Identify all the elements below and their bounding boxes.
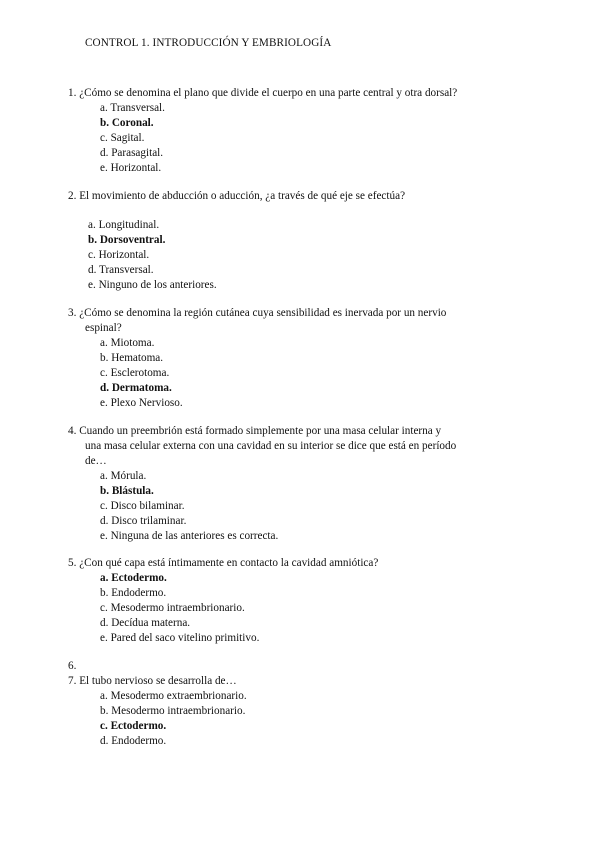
option-letter: a. <box>88 219 96 231</box>
question-line-1: El movimiento de abducción o aducción, ¿a través de qué eje se efectúa? <box>79 190 406 202</box>
option-letter: d. <box>100 382 110 394</box>
option-letter: d. <box>100 147 109 159</box>
option-b-correct <box>100 116 520 131</box>
option-text: Ninguna de las anteriores es correcta. <box>110 530 279 542</box>
option-d <box>100 146 520 161</box>
question-7 <box>68 674 520 749</box>
option-letter: c. <box>100 602 108 614</box>
question-number: 3. <box>68 307 77 319</box>
option-text: Miotoma. <box>110 337 155 349</box>
option-letter: b. <box>100 705 109 717</box>
option-b-correct <box>100 484 520 499</box>
question-line-1: ¿Cómo se denomina el plano que divide el cuerpo en una parte central y otra dorsal? <box>79 87 458 99</box>
question-number: 1. <box>68 87 77 99</box>
option-e <box>100 529 520 544</box>
question-line-1: ¿Cómo se denomina la región cutánea cuya sensibilidad es inervada por un nervio <box>79 307 447 319</box>
option-text: Transversal. <box>110 102 165 114</box>
option-e <box>100 396 520 411</box>
option-letter: d. <box>88 264 97 276</box>
option-letter: d. <box>100 515 109 527</box>
option-c <box>88 248 520 263</box>
option-text: Dorsoventral. <box>99 234 166 246</box>
option-c <box>100 601 520 616</box>
option-letter: d. <box>100 735 109 747</box>
option-b-correct <box>88 233 520 248</box>
option-a-correct <box>100 571 520 586</box>
question-2 <box>68 189 520 293</box>
question-line-1: Cuando un preembrión está formado simplemente por una masa celular interna y <box>79 425 442 437</box>
option-a <box>100 336 520 351</box>
option-list <box>68 101 520 176</box>
option-text: Horizontal. <box>110 162 162 174</box>
question-text <box>68 674 520 689</box>
option-d-correct <box>100 381 520 396</box>
document-title: CONTROL 1. INTRODUCCIÓN Y EMBRIOLOGÍA <box>85 37 332 49</box>
option-e <box>88 278 520 293</box>
option-d <box>88 263 520 278</box>
option-list <box>68 469 520 544</box>
question-text <box>68 86 520 101</box>
option-b <box>100 704 520 719</box>
option-b <box>100 351 520 366</box>
option-text: Longitudinal. <box>98 219 160 231</box>
option-letter: a. <box>100 572 109 584</box>
option-d <box>100 514 520 529</box>
question-text <box>68 306 520 321</box>
question-line-3: de… <box>85 455 107 467</box>
option-text: Parasagital. <box>111 147 164 159</box>
option-text: Mórula. <box>110 470 147 482</box>
option-letter: a. <box>100 690 108 702</box>
option-letter: b. <box>88 234 98 246</box>
option-text: Esclerotoma. <box>110 367 170 379</box>
question-line-2: una masa celular externa con una cavidad en su interior se dice que está en período <box>85 440 457 452</box>
option-letter: e. <box>88 279 96 291</box>
option-text: Ectodermo. <box>111 572 167 584</box>
option-letter: c. <box>100 720 108 732</box>
question-text <box>68 556 520 571</box>
question-5 <box>68 556 520 646</box>
option-text: Decídua materna. <box>111 617 191 629</box>
question-1 <box>68 86 520 176</box>
option-letter: c. <box>100 500 108 512</box>
option-text: Coronal. <box>111 117 154 129</box>
option-d <box>100 616 520 631</box>
question-number: 5. <box>68 557 77 569</box>
option-text: Transversal. <box>99 264 154 276</box>
option-text: Hematoma. <box>111 352 164 364</box>
option-letter: a. <box>100 102 108 114</box>
question-number: 7. <box>68 675 77 687</box>
option-text: Ninguno de los anteriores. <box>98 279 217 291</box>
option-letter: c. <box>88 249 96 261</box>
option-list <box>68 571 520 646</box>
option-letter: a. <box>100 337 108 349</box>
question-line-1: El tubo nervioso se desarrolla de… <box>79 675 237 687</box>
option-e <box>100 161 520 176</box>
option-letter: b. <box>100 587 109 599</box>
option-text: Endodermo. <box>111 735 167 747</box>
option-list <box>68 336 520 411</box>
option-c-correct <box>100 719 520 734</box>
option-text: Mesodermo intraembrionario. <box>111 705 246 717</box>
question-3 <box>68 306 520 411</box>
option-text: Plexo Nervioso. <box>110 397 183 409</box>
option-letter: b. <box>100 352 109 364</box>
option-letter: a. <box>100 470 108 482</box>
option-list <box>68 689 520 749</box>
option-c <box>100 366 520 381</box>
option-a <box>100 101 520 116</box>
option-text: Disco trilaminar. <box>111 515 187 527</box>
option-a <box>100 469 520 484</box>
option-text: Mesodermo intraembrionario. <box>110 602 245 614</box>
option-text: Disco bilaminar. <box>110 500 185 512</box>
option-a <box>100 689 520 704</box>
question-number: 2. <box>68 190 77 202</box>
option-e <box>100 631 520 646</box>
option-letter: e. <box>100 632 108 644</box>
option-letter: b. <box>100 485 110 497</box>
option-list <box>68 218 520 293</box>
option-d <box>100 734 520 749</box>
question-text <box>68 424 520 439</box>
option-c <box>100 499 520 514</box>
option-text: Pared del saco vitelino primitivo. <box>110 632 260 644</box>
option-letter: e. <box>100 530 108 542</box>
option-letter: b. <box>100 117 110 129</box>
question-text <box>68 189 520 204</box>
question-text <box>68 659 520 674</box>
question-line-2: espinal? <box>85 322 122 334</box>
option-letter: c. <box>100 367 108 379</box>
question-number: 6. <box>68 660 77 672</box>
option-text: Mesodermo extraembrionario. <box>110 690 247 702</box>
option-letter: d. <box>100 617 109 629</box>
question-6 <box>68 659 520 674</box>
option-text: Blástula. <box>111 485 154 497</box>
option-letter: e. <box>100 397 108 409</box>
option-text: Ectodermo. <box>110 720 167 732</box>
option-letter: c. <box>100 132 108 144</box>
option-b <box>100 586 520 601</box>
option-text: Sagital. <box>110 132 145 144</box>
question-line-1: ¿Con qué capa está íntimamente en contacto la cavidad amniótica? <box>79 557 379 569</box>
option-c <box>100 131 520 146</box>
option-text: Endodermo. <box>111 587 167 599</box>
option-text: Horizontal. <box>98 249 150 261</box>
option-a <box>88 218 520 233</box>
question-4 <box>68 424 520 544</box>
option-letter: e. <box>100 162 108 174</box>
question-number: 4. <box>68 425 77 437</box>
option-text: Dermatoma. <box>111 382 172 394</box>
